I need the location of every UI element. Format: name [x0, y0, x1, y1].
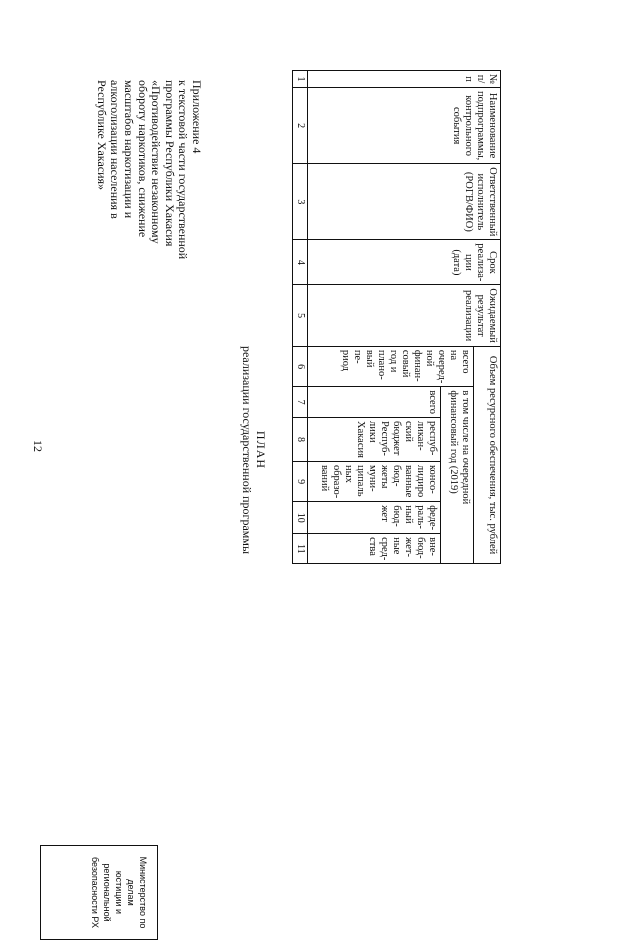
appendix-note — [94, 80, 203, 340]
title-main: ПЛАН — [254, 430, 268, 470]
column-number-cell: 4 — [293, 240, 308, 285]
column-number-cell: 8 — [293, 418, 308, 462]
appendix-line: алкоголизации населения в — [108, 80, 123, 219]
title-subtitle: реализации государственной программы — [240, 345, 254, 555]
stamp-line: Министерство по делам — [126, 856, 148, 929]
appendix-line: программы Республики Хакасия — [162, 80, 177, 247]
column-number-cell: 10 — [293, 502, 308, 534]
header-col-federal-budget: феде-раль-ный бюд-жет — [308, 502, 441, 534]
header-col-total-period: всего на очеред-ной финан-совый год и плано-вый пе-риод — [308, 346, 474, 387]
plan-table-wrapper — [292, 70, 501, 564]
column-number-cell: 7 — [293, 387, 308, 418]
column-number-cell: 9 — [293, 461, 308, 501]
header-resources: Объем ресурсного обеспечения, тыс. рублей — [474, 346, 501, 564]
column-number-cell: 5 — [293, 285, 308, 346]
header-col-executor: Ответственный исполнитель (РОГВ/ФИО) — [308, 164, 501, 240]
appendix-line: к текстовой части государственной — [176, 80, 191, 260]
appendix-line: масштабов наркотизации и — [122, 80, 137, 219]
column-number-cell: 1 — [293, 71, 308, 88]
header-col-republic-budget: респуб-ликан-ский бюджет Респуб-лики Хакасия — [308, 418, 441, 462]
header-col-name: Наименование подпрограммы, контрольного события — [308, 88, 501, 164]
header-col-number: № п/п — [308, 71, 501, 88]
column-number-cell: 6 — [293, 346, 308, 387]
page-title — [240, 300, 268, 600]
ministry-stamp — [40, 845, 158, 940]
appendix-line: обороту наркотиков, снижение — [135, 80, 150, 238]
appendix-line: «Противодействие незаконному — [149, 80, 164, 244]
header-col-deadline: Срок реализа-ции (дата) — [308, 240, 501, 285]
column-number-cell: 2 — [293, 88, 308, 164]
page-number: 12 — [31, 440, 45, 452]
header-col-extrabudget: вне-бюд-жет-ные сред-ства — [308, 534, 441, 564]
appendix-line: Республике Хакасия» — [94, 80, 109, 191]
header-col-municipal-budget: консо-лидиро ванные бюд-жеты муни-ципаль ных образо-ваний — [308, 461, 441, 501]
header-col-total: всего — [308, 387, 441, 418]
column-number-cell: 11 — [293, 534, 308, 564]
plan-table — [292, 70, 501, 564]
stamp-line: безопасности РХ — [90, 857, 100, 928]
header-current-year: в том числе на очередной финансовый год (2019) — [441, 387, 474, 564]
appendix-line: Приложение 4 — [190, 80, 204, 154]
column-number-cell: 3 — [293, 164, 308, 240]
stamp-line: юстиции и региональной — [102, 863, 124, 922]
header-col-result: Ожидаемый результат реализации — [308, 285, 501, 346]
